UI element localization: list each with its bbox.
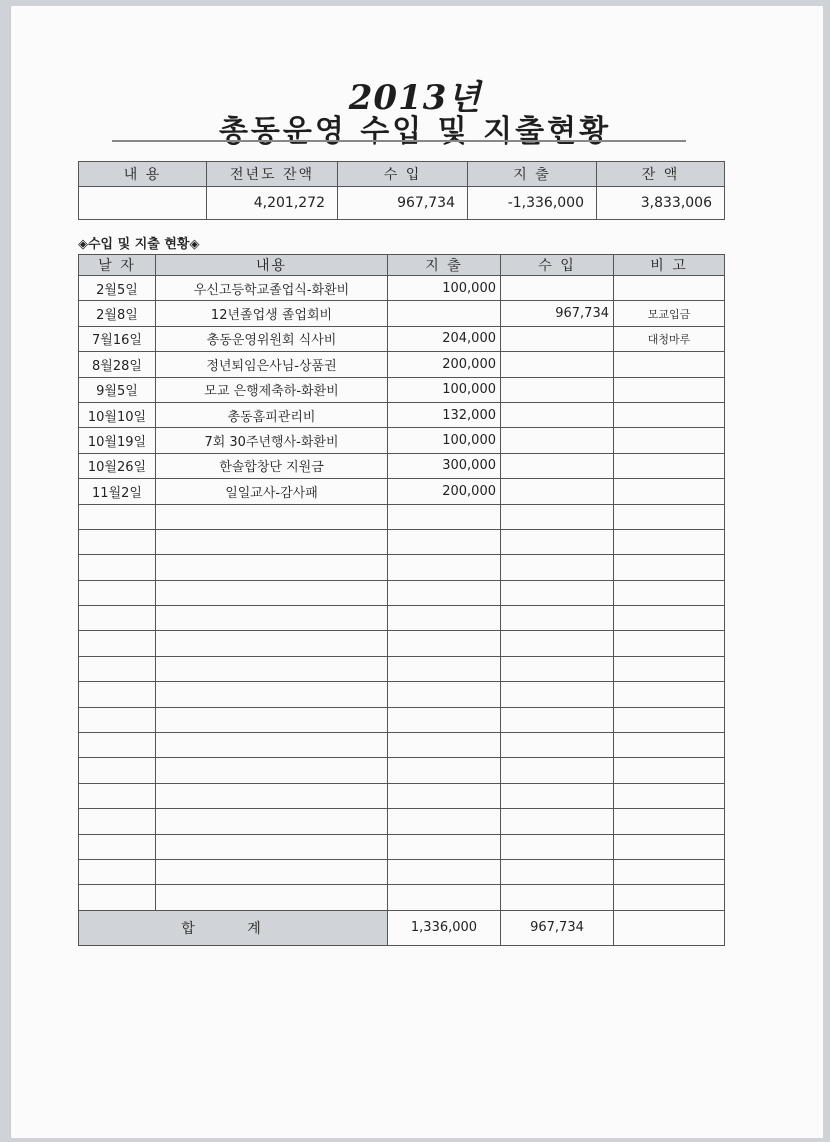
table-row [79,428,725,453]
table-row [79,733,725,758]
row-income [501,453,614,478]
table-row [79,402,725,427]
row-content: 정년퇴임은사님-상품권 [156,352,388,377]
row-income [501,529,614,554]
row-note [614,733,725,758]
total-note [614,910,725,945]
row-date: 10월10일 [79,402,156,427]
detail-header-date: 날 자 [79,255,156,276]
row-date: 10월19일 [79,428,156,453]
summary-header-income: 수 입 [338,162,468,187]
total-label: 합 계 [79,910,388,945]
row-content [156,631,388,656]
row-content: 12년졸업생 졸업회비 [156,301,388,326]
row-date: 11월2일 [79,479,156,504]
row-expense [388,580,501,605]
row-note [614,428,725,453]
row-income: 967,734 [501,301,614,326]
table-row [79,859,725,884]
row-content: 총동홈피관리비 [156,402,388,427]
row-note: 모교입금 [614,301,725,326]
row-date [79,758,156,783]
row-income [501,885,614,910]
section-label: ◈수입 및 지출 현황◈ [78,237,200,252]
table-row [79,707,725,732]
row-expense [388,885,501,910]
row-note [614,276,725,301]
row-date [79,682,156,707]
row-content: 모교 은행제축하-화환비 [156,377,388,402]
summary-header-prev-balance: 전년도 잔액 [207,162,338,187]
table-row [79,479,725,504]
summary-expense-cell: -1,336,000 [468,187,597,220]
summary-value-row [79,187,725,220]
row-note [614,555,725,580]
row-note [614,682,725,707]
row-date: 2월8일 [79,301,156,326]
row-note [614,809,725,834]
summary-balance-cell: 3,833,006 [597,187,725,220]
row-income [501,276,614,301]
row-date: 9월5일 [79,377,156,402]
row-income [501,326,614,351]
row-income [501,758,614,783]
row-note [614,834,725,859]
row-income [501,402,614,427]
detail-body [79,276,725,911]
row-expense [388,606,501,631]
row-expense: 100,000 [388,276,501,301]
row-expense [388,809,501,834]
row-date [79,783,156,808]
total-income: 967,734 [501,910,614,945]
summary-header-content: 내 용 [79,162,207,187]
row-expense [388,631,501,656]
row-expense [388,301,501,326]
table-row [79,758,725,783]
row-income [501,834,614,859]
table-row [79,352,725,377]
row-income [501,783,614,808]
row-note [614,529,725,554]
summary-header-expense: 지 출 [468,162,597,187]
row-content [156,529,388,554]
row-expense: 200,000 [388,479,501,504]
row-content [156,707,388,732]
row-date: 10월26일 [79,453,156,478]
row-date [79,885,156,910]
row-income [501,606,614,631]
row-income [501,555,614,580]
row-content [156,682,388,707]
summary-income-cell: 967,734 [338,187,468,220]
row-expense [388,758,501,783]
row-expense: 200,000 [388,352,501,377]
row-expense [388,834,501,859]
title-underline [112,140,686,142]
row-note [614,758,725,783]
row-note [614,707,725,732]
row-date [79,631,156,656]
row-note [614,885,725,910]
table-row [79,555,725,580]
row-income [501,377,614,402]
row-note [614,580,725,605]
row-expense [388,859,501,884]
row-content [156,809,388,834]
row-income [501,682,614,707]
total-expense: 1,336,000 [388,910,501,945]
table-row [79,606,725,631]
row-expense [388,529,501,554]
row-date [79,529,156,554]
detail-table [78,254,725,946]
row-date [79,656,156,681]
row-date: 8월28일 [79,352,156,377]
row-content [156,656,388,681]
row-content [156,733,388,758]
row-income [501,707,614,732]
detail-header-expense: 지 출 [388,255,501,276]
table-row [79,301,725,326]
row-income [501,428,614,453]
row-date: 2월5일 [79,276,156,301]
detail-header-content: 내용 [156,255,388,276]
row-content: 우신고등학교졸업식-화환비 [156,276,388,301]
row-income [501,733,614,758]
table-row [79,809,725,834]
row-expense [388,682,501,707]
row-expense: 132,000 [388,402,501,427]
row-note [614,352,725,377]
table-row [79,783,725,808]
row-content [156,504,388,529]
row-expense [388,555,501,580]
row-date [79,809,156,834]
row-expense [388,783,501,808]
table-row [79,885,725,910]
row-income [501,656,614,681]
row-date [79,733,156,758]
row-content [156,859,388,884]
row-note [614,606,725,631]
row-content [156,580,388,605]
total-row [79,910,725,945]
table-row [79,682,725,707]
summary-content-cell [79,187,207,220]
table-row [79,631,725,656]
detail-header-note: 비 고 [614,255,725,276]
row-content [156,783,388,808]
row-content [156,606,388,631]
row-income [501,352,614,377]
row-income [501,859,614,884]
row-note: 대청마루 [614,326,725,351]
table-row [79,656,725,681]
row-content: 한솔합창단 지원금 [156,453,388,478]
table-row [79,834,725,859]
table-row [79,276,725,301]
row-date [79,504,156,529]
row-content [156,885,388,910]
row-content: 일일교사-감사패 [156,479,388,504]
row-expense: 300,000 [388,453,501,478]
row-date [79,859,156,884]
row-date [79,606,156,631]
summary-header-balance: 잔 액 [597,162,725,187]
row-expense: 204,000 [388,326,501,351]
row-note [614,479,725,504]
row-date [79,707,156,732]
row-income [501,580,614,605]
row-income [501,631,614,656]
summary-table [78,161,725,220]
row-income [501,479,614,504]
table-row [79,504,725,529]
row-content: 7회 30주년행사-화환비 [156,428,388,453]
row-note [614,656,725,681]
table-row [79,326,725,351]
detail-header-row [79,255,725,276]
row-content [156,555,388,580]
row-expense [388,656,501,681]
row-note [614,453,725,478]
row-expense [388,707,501,732]
row-expense [388,504,501,529]
row-date [79,580,156,605]
table-row [79,377,725,402]
summary-prev-balance-cell: 4,201,272 [207,187,338,220]
row-income [501,504,614,529]
row-date [79,555,156,580]
row-content [156,758,388,783]
row-expense: 100,000 [388,377,501,402]
row-content: 총동운영위원회 식사비 [156,326,388,351]
document-title: 총동운영 수입 및 지출현황 [218,114,612,149]
table-row [79,453,725,478]
row-note [614,377,725,402]
row-expense [388,733,501,758]
row-expense: 100,000 [388,428,501,453]
detail-header-income: 수 입 [501,255,614,276]
summary-header-row [79,162,725,187]
table-row [79,529,725,554]
row-note [614,504,725,529]
row-note [614,631,725,656]
row-note [614,402,725,427]
row-income [501,809,614,834]
document-year: 2013년 [348,78,482,118]
row-date: 7월16일 [79,326,156,351]
row-content [156,834,388,859]
row-note [614,859,725,884]
row-date [79,834,156,859]
table-row [79,580,725,605]
row-note [614,783,725,808]
